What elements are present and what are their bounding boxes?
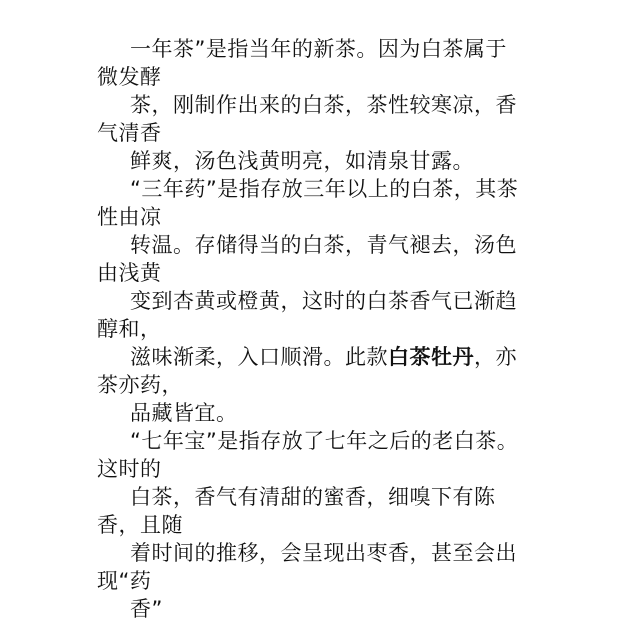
text-line: 气清香 [97, 121, 162, 145]
text-line: 转温。存储得当的白茶，青气褪去，汤色 [130, 233, 517, 257]
text-line: 这时的 [97, 457, 162, 481]
text-line: 鲜爽，汤色浅黄明亮，如清泉甘露。 [130, 149, 474, 173]
text-line: 品藏皆宜。 [130, 401, 238, 425]
text-line: 茶，刚制作出来的白茶，茶性较寒凉，香 [130, 93, 517, 117]
text-line: 香，且随 [97, 513, 183, 537]
text-line: 由浅黄 [97, 261, 162, 285]
text-line: 变到杏黄或橙黄，这时的白茶香气已渐趋 [130, 289, 517, 313]
text-segment: ，亦 [474, 345, 517, 369]
text-line: 一年茶”是指当年的新茶。因为白茶属于 [130, 37, 507, 61]
text-line: 香” [130, 597, 163, 621]
text-line-with-highlight [130, 344, 517, 370]
text-line: 白茶，香气有清甜的蜜香，细嗅下有陈 [130, 485, 496, 509]
text-line: 着时间的推移，会呈现出枣香，甚至会出 [130, 541, 517, 565]
text-line: “三年药”是指存放三年以上的白茶，其茶 [130, 177, 519, 201]
text-line: 现“药 [97, 569, 152, 593]
text-segment: 滋味渐柔，入口顺滑。此款 [130, 345, 388, 369]
text-line: 性由凉 [97, 205, 162, 229]
text-line: 微发酵 [97, 65, 162, 89]
text-line: 茶亦药， [97, 373, 183, 397]
text-line: “七年宝”是指存放了七年之后的老白茶。 [130, 429, 519, 453]
product-name-bold: 白茶牡丹 [388, 345, 474, 369]
text-line: 醇和， [97, 317, 162, 341]
